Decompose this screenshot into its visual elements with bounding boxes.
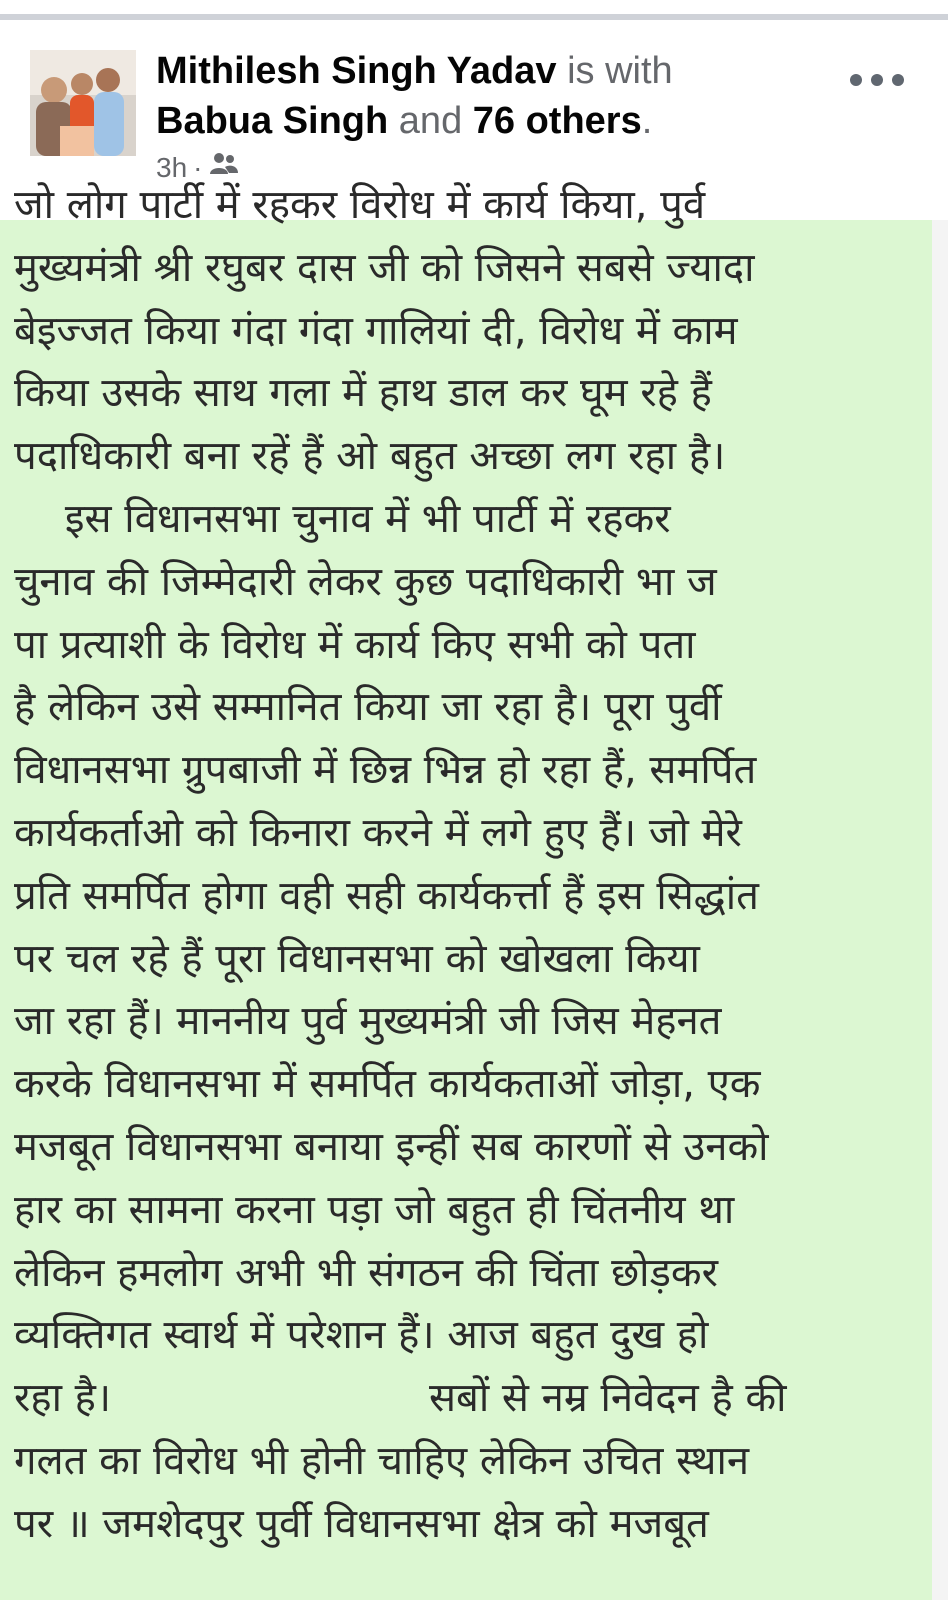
top-strip <box>0 0 948 14</box>
avatar-photo <box>30 50 136 156</box>
and-text: and <box>398 100 463 142</box>
author-avatar[interactable] <box>30 50 136 156</box>
tagged-person[interactable]: Babua Singh <box>156 100 389 142</box>
text-line: जो लोग पार्टी में रहकर विरोध में कार्य किया, पुर्व <box>14 182 706 228</box>
tagged-others[interactable]: 76 others <box>472 100 642 142</box>
text-line: गलत का विरोध भी होनी चाहिए लेकिन उचित स्थान <box>14 1437 750 1484</box>
text-line: कार्यकर्ताओ को किनारा करने में लगे हुए हैं। जो मेरे <box>14 809 742 856</box>
more-dot <box>871 74 883 86</box>
text-line: करके विधानसभा में समर्पित कार्यकताओं जोड़ा, एक <box>14 1061 761 1108</box>
text-line: लेकिन हमलोग अभी भी संगठन की चिंता छोड़कर <box>14 1249 718 1296</box>
image-right-edge <box>932 220 948 1600</box>
text-line: प्रति समर्पित होगा वही सही कार्यकर्त्ता हैं इस सिद्धांत <box>14 872 759 919</box>
post-image[interactable] <box>0 182 932 1600</box>
text-line: है लेकिन उसे सम्मानित किया जा रहा है। पूरा पुर्वी <box>14 684 722 731</box>
text-line: हार का सामना करना पड़ा जो बहुत ही चिंतनीय था <box>14 1186 735 1233</box>
with-text: is with <box>567 50 673 92</box>
text-line: पा प्रत्याशी के विरोध में कार्य किए सभी को पता <box>14 621 696 668</box>
text-line: जा रहा हैं। माननीय पुर्व मुख्यमंत्री जी जिस मेहनत <box>14 998 722 1045</box>
post-title <box>156 46 796 146</box>
text-line: मजबूत विधानसभा बनाया इन्हीं सब कारणों से उनको <box>14 1123 769 1170</box>
text-line: पदाधिकारी बना रहें हैं ओ बहुत अच्छा लग रहा है। <box>14 433 726 480</box>
more-options-icon <box>850 74 862 86</box>
text-line: किया उसके साथ गला में हाथ डाल कर घूम रहे हैं <box>14 370 712 417</box>
more-dot <box>892 74 904 86</box>
meta-separator: · <box>193 151 203 183</box>
text-line: मुख्यमंत्री श्री रघुबर दास जी को जिसने सबसे ज्यादा <box>14 244 755 291</box>
hindi-text-block <box>14 174 926 1556</box>
author-name[interactable]: Mithilesh Singh Yadav <box>156 50 557 92</box>
title-period: . <box>641 100 653 142</box>
text-line: विधानसभा ग्रुपबाजी में छिन्न भिन्न हो रहा हैं, समर्पित <box>14 747 757 794</box>
text-line: चुनाव की जिम्मेदारी लेकर कुछ पदाधिकारी भा ज <box>14 558 717 605</box>
text-line: पर ॥ जमशेदपुर पुर्वी विधानसभा क्षेत्र को मजबूत <box>14 1500 709 1547</box>
text-line: बेइज्जत किया गंदा गंदा गालियां दी, विरोध में काम <box>14 307 738 354</box>
text-line: पर चल रहे हैं पूरा विधानसभा को खोखला किया <box>14 935 700 982</box>
text-line: व्यक्तिगत स्वार्थ में परेशान हैं। आज बहुत दुख हो <box>14 1312 709 1359</box>
text-line: इस विधानसभा चुनाव में भी पार्टी में रहकर <box>14 495 671 542</box>
text-line: रहा है। सबों से नम्र निवेदन है की <box>14 1375 787 1422</box>
more-options-button[interactable] <box>850 68 904 92</box>
post-time[interactable]: 3h <box>156 151 188 183</box>
